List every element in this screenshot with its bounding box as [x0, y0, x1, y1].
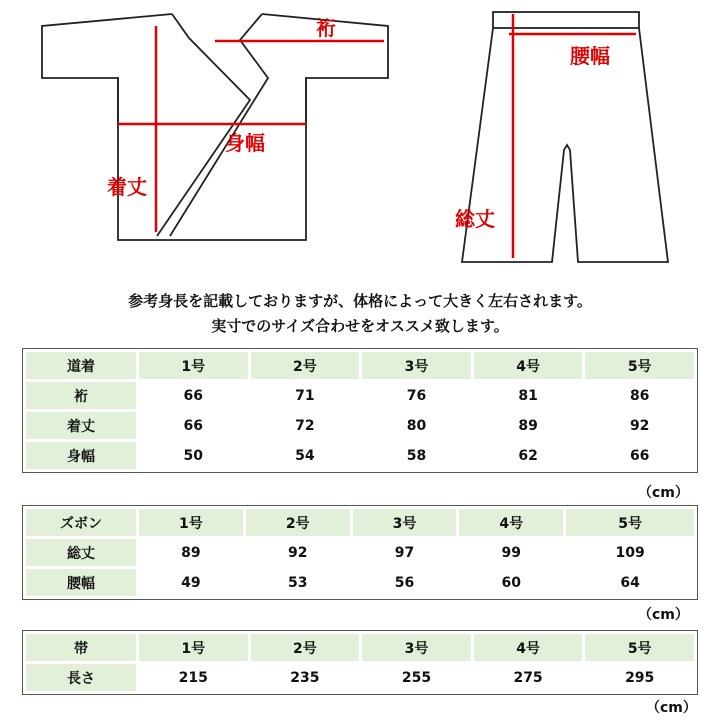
- jacket-measure-lines: [118, 26, 384, 232]
- value-cell: 99: [459, 539, 563, 566]
- row-label: 身幅: [26, 442, 136, 469]
- header-cell: 3号: [362, 352, 471, 379]
- table-row: [26, 539, 694, 566]
- value-cell: 53: [246, 569, 350, 596]
- belt-size-table: [22, 630, 698, 695]
- value-cell: 109: [566, 539, 694, 566]
- value-cell: 54: [251, 442, 360, 469]
- header-cell: 5号: [585, 352, 694, 379]
- header-cell: 3号: [362, 634, 471, 661]
- value-cell: 62: [474, 442, 583, 469]
- value-cell: 60: [459, 569, 563, 596]
- table-row: [26, 664, 694, 691]
- header-cell: 1号: [139, 352, 248, 379]
- value-cell: 64: [566, 569, 694, 596]
- value-cell: 66: [139, 382, 248, 409]
- value-cell: 58: [362, 442, 471, 469]
- header-cell: 2号: [251, 352, 360, 379]
- header-cell: 4号: [459, 509, 563, 536]
- value-cell: 49: [139, 569, 243, 596]
- table-row: [26, 412, 694, 439]
- pants-length-label: 総丈: [455, 207, 495, 231]
- note-line-2: 実寸でのサイズ合わせをオススメ致します。: [211, 317, 509, 335]
- value-cell: 56: [353, 569, 457, 596]
- jacket-illustration: [42, 14, 388, 240]
- value-cell: 295: [585, 664, 694, 691]
- unit-label: （cm）: [638, 607, 689, 623]
- value-cell: 76: [362, 382, 471, 409]
- waist-label: 腰幅: [570, 44, 610, 68]
- table-row: [26, 569, 694, 596]
- header-cell: 1号: [139, 634, 248, 661]
- header-cell: 3号: [353, 509, 457, 536]
- row-label: 着丈: [26, 412, 136, 439]
- header-cell: 4号: [474, 634, 583, 661]
- table-row: [26, 442, 694, 469]
- value-cell: 215: [139, 664, 248, 691]
- value-cell: 81: [474, 382, 583, 409]
- value-cell: 92: [585, 412, 694, 439]
- jacket-length-label: 着丈: [107, 175, 147, 199]
- sleeve-label: 裄: [316, 16, 336, 40]
- table-header-row: [26, 352, 694, 379]
- jacket-size-table: [22, 348, 698, 473]
- note-line-1: 参考身長を記載しておりますが、体格によって大きく左右されます。: [128, 292, 592, 310]
- header-cell: 2号: [246, 509, 350, 536]
- value-cell: 66: [585, 442, 694, 469]
- header-cell: 4号: [474, 352, 583, 379]
- value-cell: 275: [474, 664, 583, 691]
- unit-label: （cm）: [638, 485, 689, 501]
- table-header-row: [26, 634, 694, 661]
- value-cell: 66: [139, 412, 248, 439]
- chest-label: 身幅: [225, 131, 265, 155]
- row-label: 総丈: [26, 539, 136, 566]
- value-cell: 80: [362, 412, 471, 439]
- value-cell: 72: [251, 412, 360, 439]
- row-label: 腰幅: [26, 569, 136, 596]
- header-cell: 帯: [26, 634, 136, 661]
- header-cell: 道着: [26, 352, 136, 379]
- table-row: [26, 382, 694, 409]
- header-cell: 5号: [566, 509, 694, 536]
- value-cell: 235: [251, 664, 360, 691]
- header-cell: 5号: [585, 634, 694, 661]
- table-header-row: [26, 509, 694, 536]
- header-cell: 2号: [251, 634, 360, 661]
- value-cell: 92: [246, 539, 350, 566]
- value-cell: 97: [353, 539, 457, 566]
- header-cell: ズボン: [26, 509, 136, 536]
- unit-label: （cm）: [646, 700, 697, 716]
- value-cell: 50: [139, 442, 248, 469]
- header-cell: 1号: [139, 509, 243, 536]
- value-cell: 71: [251, 382, 360, 409]
- row-label: 裄: [26, 382, 136, 409]
- value-cell: 86: [585, 382, 694, 409]
- pants-size-table: [22, 505, 698, 600]
- value-cell: 255: [362, 664, 471, 691]
- value-cell: 89: [474, 412, 583, 439]
- garment-diagrams: [0, 0, 720, 290]
- row-label: 長さ: [26, 664, 136, 691]
- value-cell: 89: [139, 539, 243, 566]
